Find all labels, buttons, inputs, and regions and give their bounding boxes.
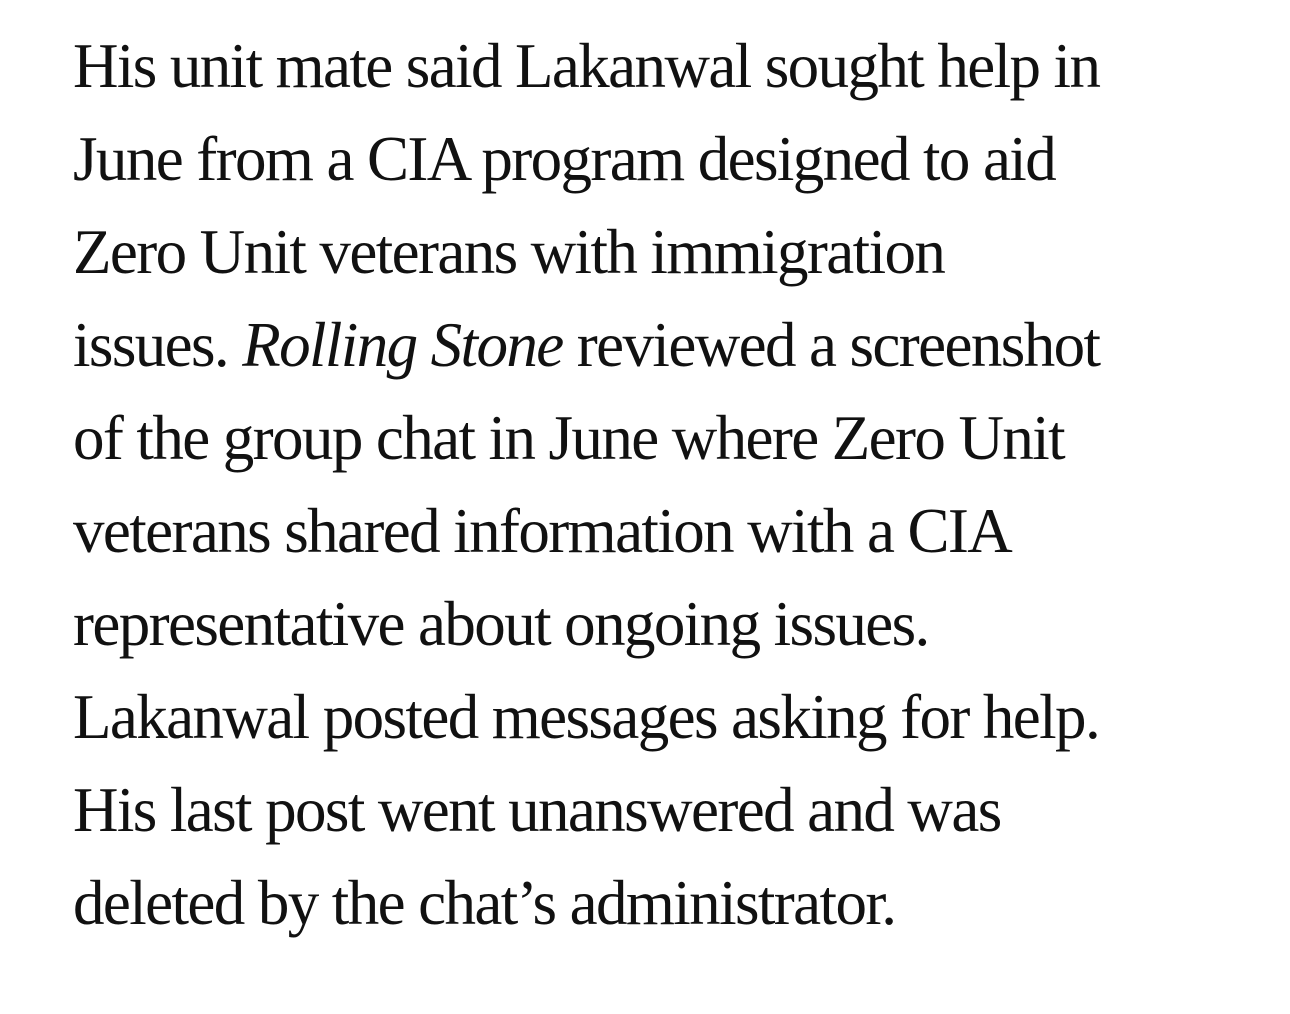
paragraph-text: issues. <box>73 310 243 380</box>
paragraph-line: His unit mate said Lakanwal sought help in <box>73 31 1100 101</box>
paragraph-line: Zero Unit veterans with immigration <box>73 217 945 287</box>
paragraph-line: June from a CIA program designed to aid <box>73 124 1056 194</box>
paragraph-line: deleted by the chat’s administrator. <box>73 868 896 938</box>
paragraph-line: Lakanwal posted messages asking for help. <box>73 682 1100 752</box>
paragraph-line: of the group chat in June where Zero Unit <box>73 403 1065 473</box>
paragraph-line: His last post went unanswered and was <box>73 775 1001 845</box>
paragraph-line: representative about ongoing issues. <box>73 589 929 659</box>
paragraph-line: veterans shared information with a CIA <box>73 496 1012 566</box>
publication-name-italic: Rolling Stone <box>242 310 563 380</box>
paragraph-line <box>73 299 1233 392</box>
article-paragraph <box>73 20 1233 950</box>
paragraph-text: reviewed a screenshot <box>562 310 1100 380</box>
